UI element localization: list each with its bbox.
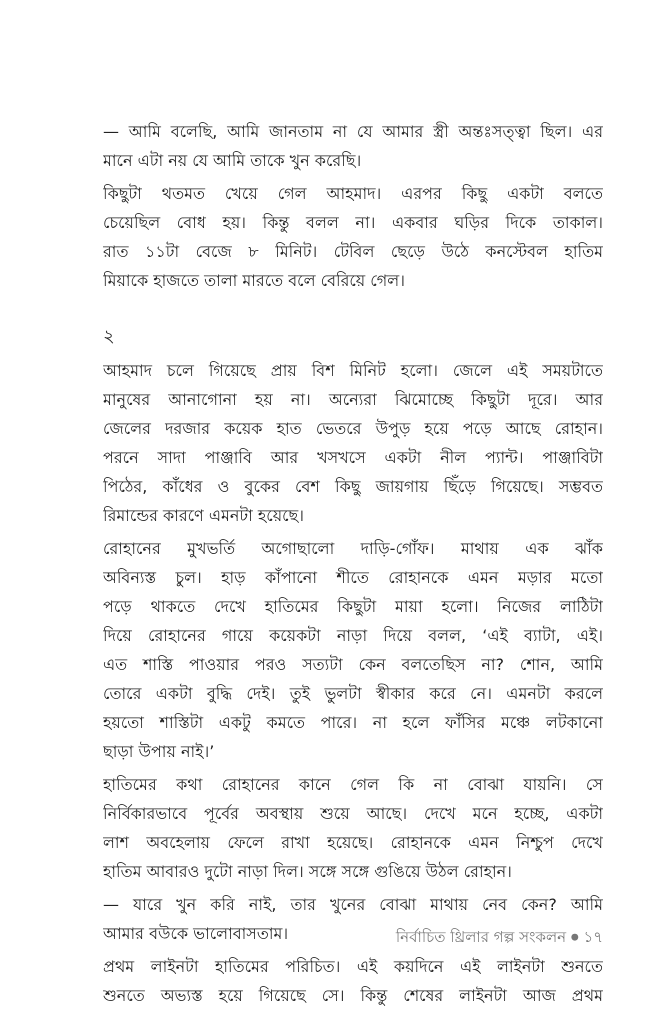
- text-line: হাতিমের কথা রোহানের কানে গেল কি না বোঝা যায়নি। সে: [103, 775, 603, 794]
- paragraph: [103, 534, 603, 766]
- text-line: রাত ১১টা বেজে ৮ মিনিট। টেবিল ছেড়ে উঠে কনস্টেবল হাতিম: [103, 242, 603, 261]
- text-line: কিছুটা থতমত খেয়ে গেল আহমাদ। এরপর কিছু একটা বলতে: [103, 184, 603, 203]
- text-line: জেলের দরজার কয়েক হাত ভেতরে উপুড় হয়ে পড়ে আছে রোহান।: [103, 419, 603, 438]
- text-line: দিয়ে রোহানের গায়ে কয়েকটা নাড়া দিয়ে বলল, ‘এই ব্যাটা, এই।: [103, 626, 603, 645]
- text-line: ছাড়া উপায় নাই।’: [103, 742, 215, 761]
- text-line: প্রথম লাইনটা হাতিমের পরিচিত। এই কয়দিনে এই লাইনটা শুনতে: [103, 957, 603, 976]
- page-footer: [396, 926, 603, 951]
- text-line: পরনে সাদা পাঞ্জাবি আর খসখসে একটা নীল প্যান্ট। পাঞ্জাবিটা: [103, 448, 603, 467]
- section-number: ২: [103, 326, 115, 347]
- text-line: আহমাদ চলে গিয়েছে প্রায় বিশ মিনিট হলো। জেলে এই সময়টাতে: [103, 361, 603, 380]
- text-line: মানুষের আনাগোনা হয় না। অন্যেরা ঝিমোচ্ছে কিছুটা দূরে। আর: [103, 390, 603, 409]
- text-line: আমার বউকে ভালোবাসতাম।: [103, 924, 289, 943]
- text-line: নির্বিকারভাবে পূর্বের অবস্থায় শুয়ে আছে। দেখে মনে হচ্ছে, একটা: [103, 804, 603, 823]
- paragraph: [103, 356, 603, 530]
- paragraph: [103, 179, 603, 295]
- text-line: হাতিম আবারও দুটো নাড়া দিল। সঙ্গে সঙ্গে গুঙিয়ে উঠল রোহান।: [103, 862, 512, 881]
- paragraph: [103, 952, 603, 1010]
- text-line: তোরে একটা বুদ্ধি দেই। তুই ভুলটা স্বীকার করে নে। এমনটা করলে: [103, 684, 603, 703]
- text-line: মানে এটা নয় যে আমি তাকে খুন করেছি।: [103, 151, 362, 170]
- text-line: চেয়েছিল বোধ হয়। কিন্তু বলল না। একবার ঘড়ির দিকে তাকাল।: [103, 213, 603, 232]
- text-line: এত শাস্তি পাওয়ার পরও সত্যটা কেন বলতেছিস না? শোন, আমি: [103, 655, 603, 674]
- text-line: মিয়াকে হাজতে তালা মারতে বলে বেরিয়ে গেল।: [103, 271, 405, 290]
- page-body: [103, 117, 603, 1014]
- page-number: ১৭: [583, 928, 603, 946]
- book-title: নির্বাচিত থ্রিলার গল্প সংকলন: [395, 928, 567, 946]
- text-line: লাশ অবহেলায় ফেলে রাখা হয়েছে। রোহানকে এমন নিশ্চুপ দেখে: [103, 833, 603, 852]
- text-line: — যারে খুন করি নাই, তার খুনের বোঝা মাথায় নেব কেন? আমি: [103, 895, 603, 914]
- text-line: শুনতে অভ্যস্ত হয়ে গিয়েছে সে। কিন্তু শেষের লাইনটা আজ প্রথম: [103, 986, 603, 1005]
- paragraph: [103, 117, 603, 175]
- text-line: রিমান্ডের কারণে এমনটা হয়েছে।: [103, 506, 304, 525]
- text-line: হয়তো শাস্তিটা একটু কমতে পারে। না হলে ফাঁসির মঞ্চে লটকানো: [103, 713, 603, 732]
- text-line: রোহানের মুখভর্তি অগোছালো দাড়ি-গোঁফ। মাথায় এক ঝাঁক: [103, 539, 603, 558]
- bullet-separator: ●: [570, 932, 579, 943]
- paragraph: [103, 770, 603, 886]
- text-line: — আমি বলেছি, আমি জানতাম না যে আমার স্ত্রী অন্তঃসত্ত্বা ছিল। এর: [103, 122, 603, 141]
- text-line: পড়ে থাকতে দেখে হাতিমের কিছুটা মায়া হলো। নিজের লাঠিটা: [103, 597, 603, 616]
- text-line: পিঠের, কাঁধের ও বুকের বেশ কিছু জায়গায় ছিঁড়ে গিয়েছে। সম্ভবত: [103, 477, 603, 496]
- text-line: অবিন্যস্ত চুল। হাড় কাঁপানো শীতে রোহানকে এমন মড়ার মতো: [103, 568, 603, 587]
